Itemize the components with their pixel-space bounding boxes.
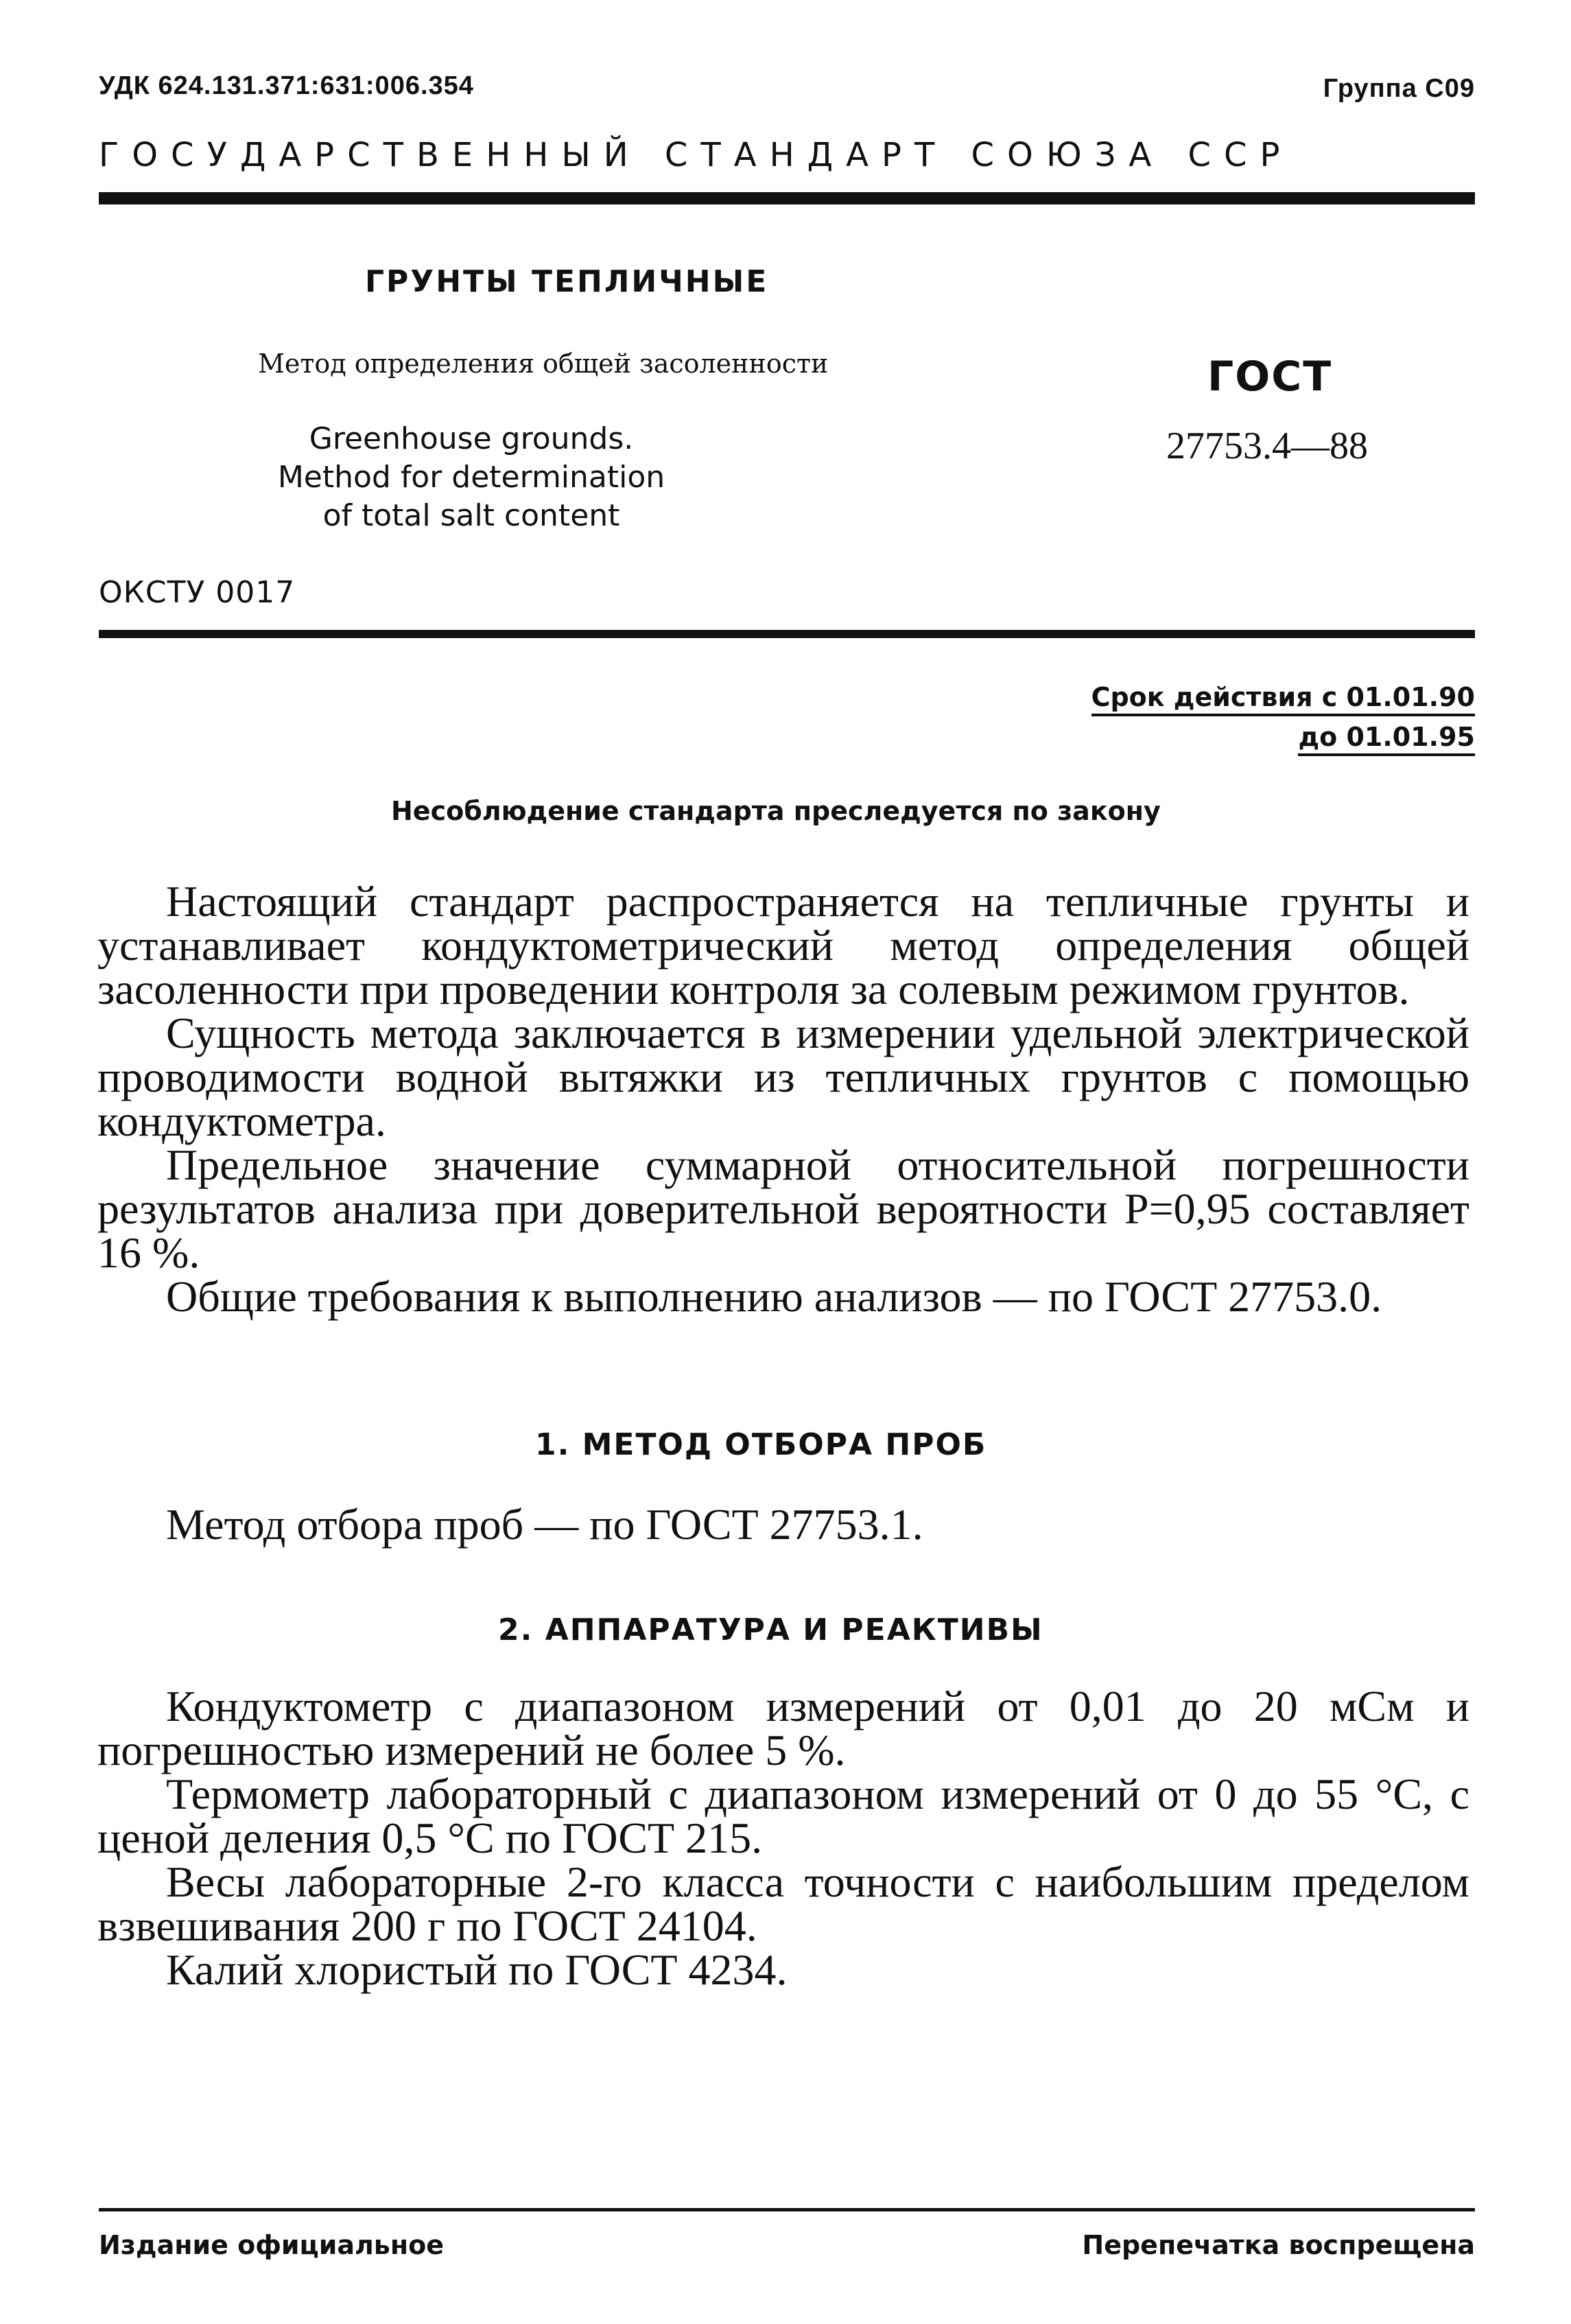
section-1-body [97, 1500, 1469, 1549]
udk-code: УДК 624.131.371:631:006.354 [99, 71, 474, 100]
section-2-paragraph-2: Термометр лабораторный с диапазоном измерений от 0 до 55 °С, с ценой деления 0,5 °С по ГОСТ 215. [97, 1770, 1469, 1862]
section-2-body [97, 1682, 1469, 1994]
intro-paragraph-1: Настоящий стандарт распространяется на тепличные грунты и устанавливает кондуктометрический метод определения общей засоленности при проведении контроля за солевым режимом грунтов. [97, 877, 1469, 1013]
section-2-paragraph-1: Кондуктометр с диапазоном измерений от 0,01 до 20 мСм и погрешностью измерений не более 5 %. [97, 1682, 1469, 1774]
section-2-paragraph-4: Калий хлористый по ГОСТ 4234. [166, 1945, 788, 1994]
footer-rule [99, 2208, 1475, 2211]
english-title [163, 420, 780, 535]
validity-line-2: до 01.01.95 [1298, 722, 1475, 756]
gost-number: 27753.4—88 [1166, 425, 1368, 467]
gost-label: ГОСТ [1207, 353, 1333, 401]
validity-line-1: Срок действия с 01.01.90 [1091, 682, 1475, 716]
validity-period [1091, 682, 1475, 752]
intro-paragraph-2: Сущность метода заключается в измерении удельной электрической проводимости водной вытяжки из тепличных грунтов с помощью кондуктометра. [97, 1009, 1469, 1145]
section-2-heading: 2. АППАРАТУРА И РЕАКТИВЫ [498, 1612, 1043, 1647]
intro-text [97, 877, 1469, 1321]
document-title: ГРУНТЫ ТЕПЛИЧНЫЕ [365, 264, 769, 299]
footer-official-edition: Издание официальное [99, 2230, 444, 2260]
intro-paragraph-3: Предельное значение суммарной относительной погрешности результатов анализа при доверительной вероятности Р=0,95 составляет 16 %. [97, 1140, 1469, 1277]
section-2-paragraph-3: Весы лабораторные 2-го класса точности с наибольшим пределом взвешивания 200 г по ГОСТ 24104. [97, 1857, 1469, 1950]
section-1-heading: 1. МЕТОД ОТБОРА ПРОБ [535, 1427, 987, 1462]
section-1-text: Метод отбора проб — по ГОСТ 27753.1. [166, 1500, 923, 1549]
okstu-code: ОКСТУ 0017 [99, 575, 296, 610]
middle-thick-rule [99, 630, 1475, 638]
state-standard-title: ГОСУДАРСТВЕННЫЙ СТАНДАРТ СОЮЗА ССР [99, 136, 1293, 174]
footer-reprint-prohibited: Перепечатка воспрещена [1082, 2230, 1475, 2260]
english-title-line-1: Greenhouse grounds. [309, 421, 634, 456]
intro-paragraph-4: Общие требования к выполнению анализов — по ГОСТ 27753.0. [166, 1272, 1382, 1321]
english-title-line-2: Method for determination [277, 460, 665, 495]
top-thick-rule [99, 192, 1475, 204]
legal-notice: Несоблюдение стандарта преследуется по закону [391, 796, 1161, 826]
english-title-line-3: of total salt content [322, 498, 620, 533]
document-subtitle: Метод определения общей засоленности [258, 349, 829, 379]
group-code: Группа С09 [1323, 74, 1475, 103]
